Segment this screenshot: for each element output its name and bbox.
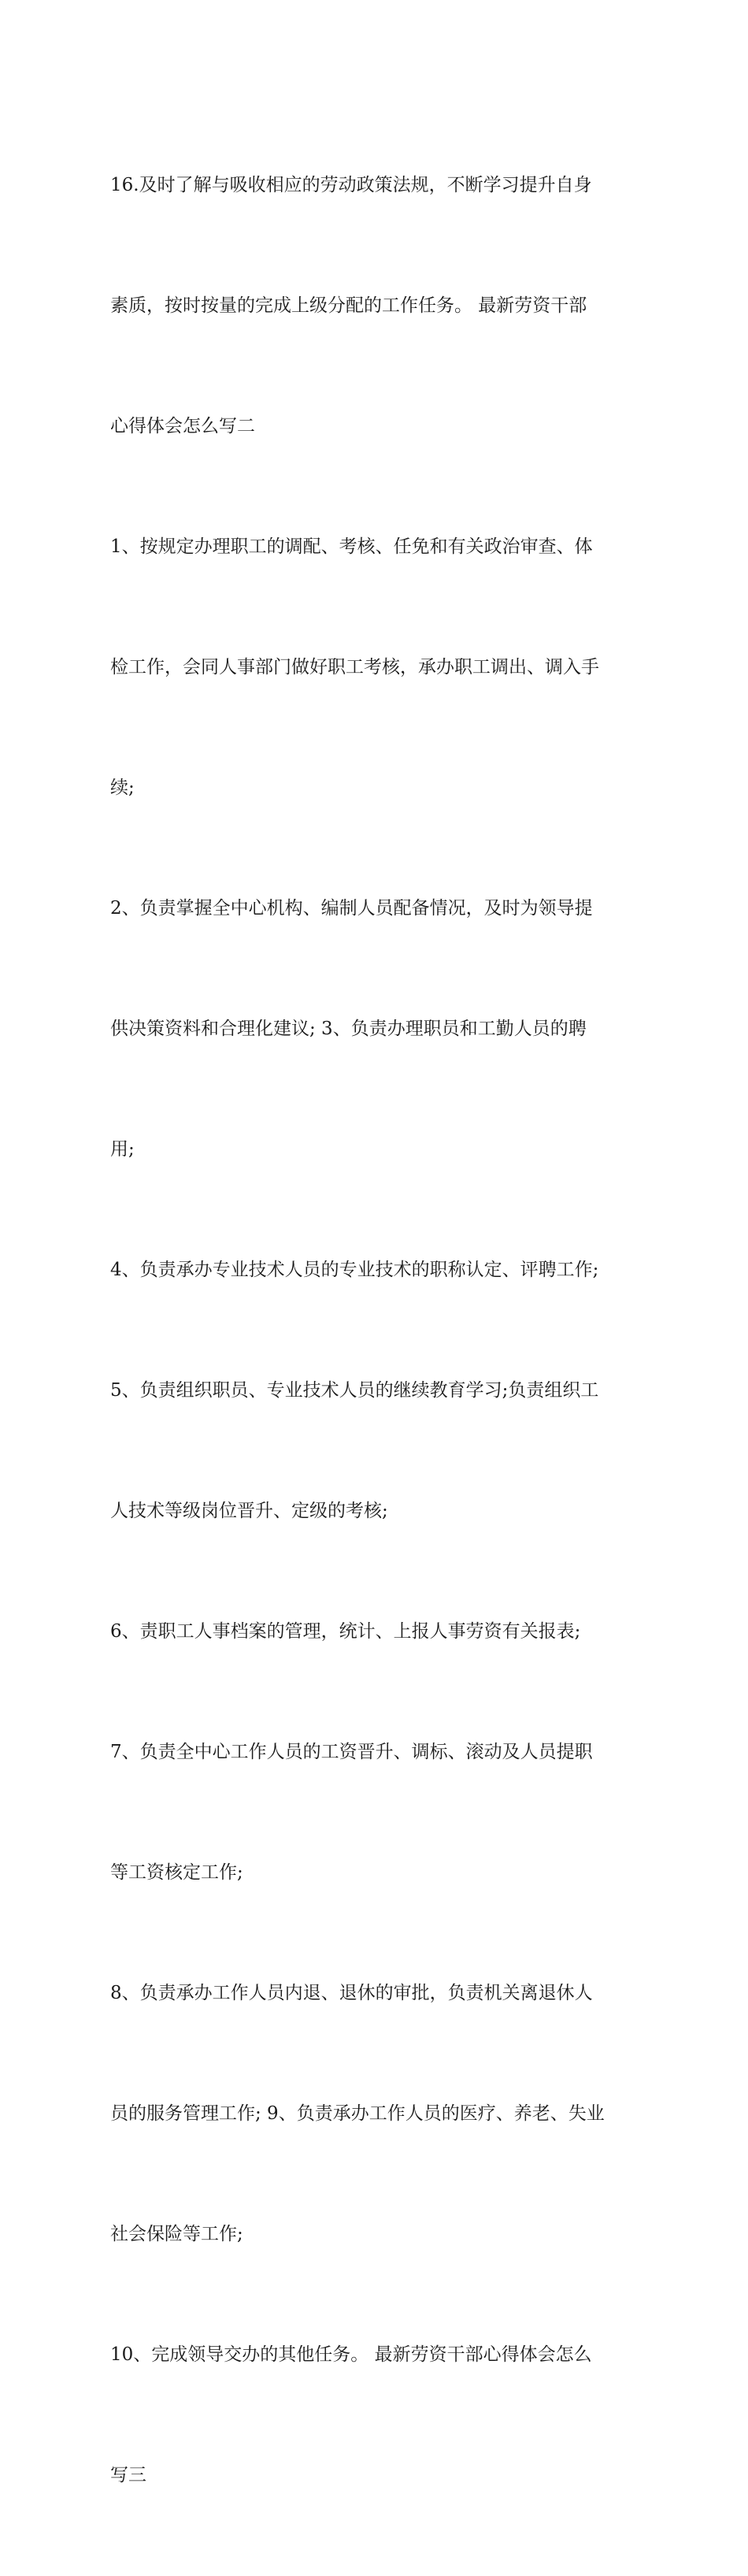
text-line-13: 6、责职工人事档案的管理，统计、上报人事劳资有关报表; (110, 1621, 581, 1642)
text-line-17: 员的服务管理工作; 9、负责承办工作人员的医疗、养老、失业 (110, 2103, 605, 2124)
text-line-8: 供决策资料和合理化建议; 3、负责办理职员和工勤人员的聘 (110, 1019, 587, 1039)
text-line-4: 1、按规定办理职工的调配、考核、任免和有关政治审查、体 (110, 536, 593, 557)
text-line-5: 检工作，会同人事部门做好职工考核，承办职工调出、调入手 (110, 657, 599, 677)
text-line-11: 5、负责组织职员、专业技术人员的继续教育学习;负责组织工 (110, 1380, 599, 1401)
document-body (110, 85, 654, 2576)
text-line-18: 社会保险等工作; (110, 2224, 243, 2244)
text-line-14: 7、负责全中心工作人员的工资晋升、调标、滚动及人员提职 (110, 1742, 593, 1762)
text-line-20: 写三 (110, 2465, 146, 2485)
text-line-10: 4、负责承办专业技术人员的专业技术的职称认定、评聘工作; (110, 1260, 599, 1280)
text-line-19: 10、完成领导交办的其他任务。 最新劳资干部心得体会怎么 (110, 2344, 592, 2365)
text-line-6: 续; (110, 778, 135, 798)
paragraph (110, 85, 654, 2576)
text-line-9: 用; (110, 1139, 135, 1160)
text-line-1: 16.及时了解与吸收相应的劳动政策法规，不断学习提升自身 (110, 175, 592, 195)
text-line-7: 2、负责掌握全中心机构、编制人员配备情况，及时为领导提 (110, 898, 593, 919)
text-line-16: 8、负责承办工作人员内退、退休的审批，负责机关离退休人 (110, 1983, 593, 2003)
text-line-2: 素质，按时按量的完成上级分配的工作任务。 最新劳资干部 (110, 295, 587, 316)
text-line-3: 心得体会怎么写二 (110, 416, 255, 436)
text-line-15: 等工资核定工作; (110, 1862, 243, 1883)
text-line-12: 人技术等级岗位晋升、定级的考核; (110, 1501, 388, 1521)
